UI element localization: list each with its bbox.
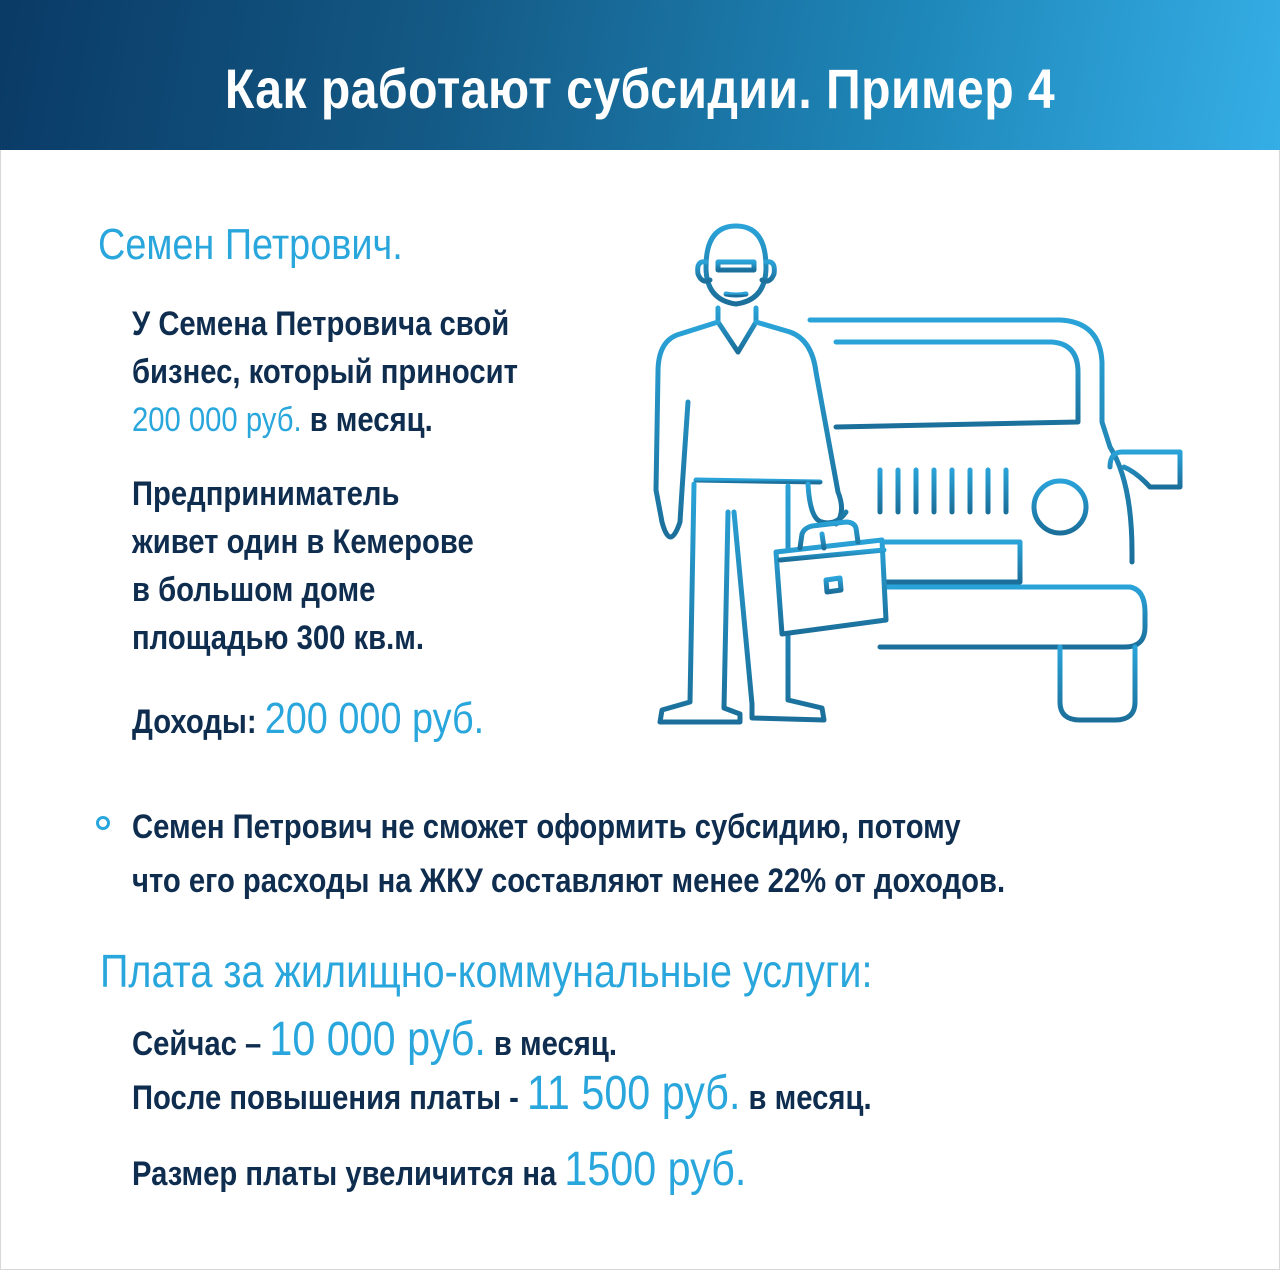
- fee-now-tail: в месяц.: [485, 1025, 617, 1063]
- business-paragraph: [132, 300, 581, 444]
- business-amount: 200 000 руб.: [132, 401, 302, 439]
- note-line-2: что его расходы на ЖКУ составляют менее 22% от доходов.: [132, 862, 1006, 900]
- bullet-icon: [96, 816, 110, 830]
- fee-after-label: После повышения платы -: [132, 1079, 528, 1117]
- businessman-with-car-illustration: [640, 222, 1200, 742]
- fee-now: [132, 1012, 696, 1067]
- eligibility-note: [132, 800, 1147, 908]
- fee-increase: [132, 1142, 846, 1197]
- fee-now-value: 10 000 руб.: [269, 1013, 486, 1066]
- housing-line-4: площадью 300 кв.м.: [132, 619, 425, 657]
- fee-increase-label: Размер платы увеличится на: [132, 1155, 565, 1193]
- business-amount-tail: в месяц.: [301, 401, 433, 439]
- fee-after-value: 11 500 руб.: [527, 1067, 741, 1120]
- fee-now-label: Сейчас –: [132, 1025, 270, 1063]
- housing-line-2: живет один в Кемерове: [132, 523, 474, 561]
- housing-line-3: в большом доме: [132, 571, 376, 609]
- briefcase-icon: [776, 522, 886, 634]
- housing-paragraph: [132, 470, 529, 662]
- fee-increase-value: 1500 руб.: [564, 1143, 747, 1196]
- income-label: Доходы:: [132, 703, 265, 741]
- income-line: [132, 694, 542, 744]
- fee-after: [132, 1066, 992, 1121]
- page-title: Как работают субсидии. Пример 4: [224, 57, 1056, 120]
- fee-after-tail: в месяц.: [740, 1079, 872, 1117]
- title-banner: [0, 0, 1280, 150]
- person-name: Семен Петрович.: [98, 220, 403, 269]
- man-icon: [656, 226, 846, 722]
- housing-line-1: Предприниматель: [132, 475, 400, 513]
- fees-title: Плата за жилищно-коммунальные услуги:: [100, 945, 873, 997]
- car-icon: [810, 320, 1180, 720]
- income-value: 200 000 руб.: [264, 694, 485, 743]
- business-line-3: [132, 396, 518, 444]
- business-line-2: бизнес, который приносит: [132, 353, 518, 391]
- business-line-1: У Семена Петровича свой: [132, 305, 510, 343]
- note-line-1: Семен Петрович не сможет оформить субсидию, потому: [132, 808, 961, 846]
